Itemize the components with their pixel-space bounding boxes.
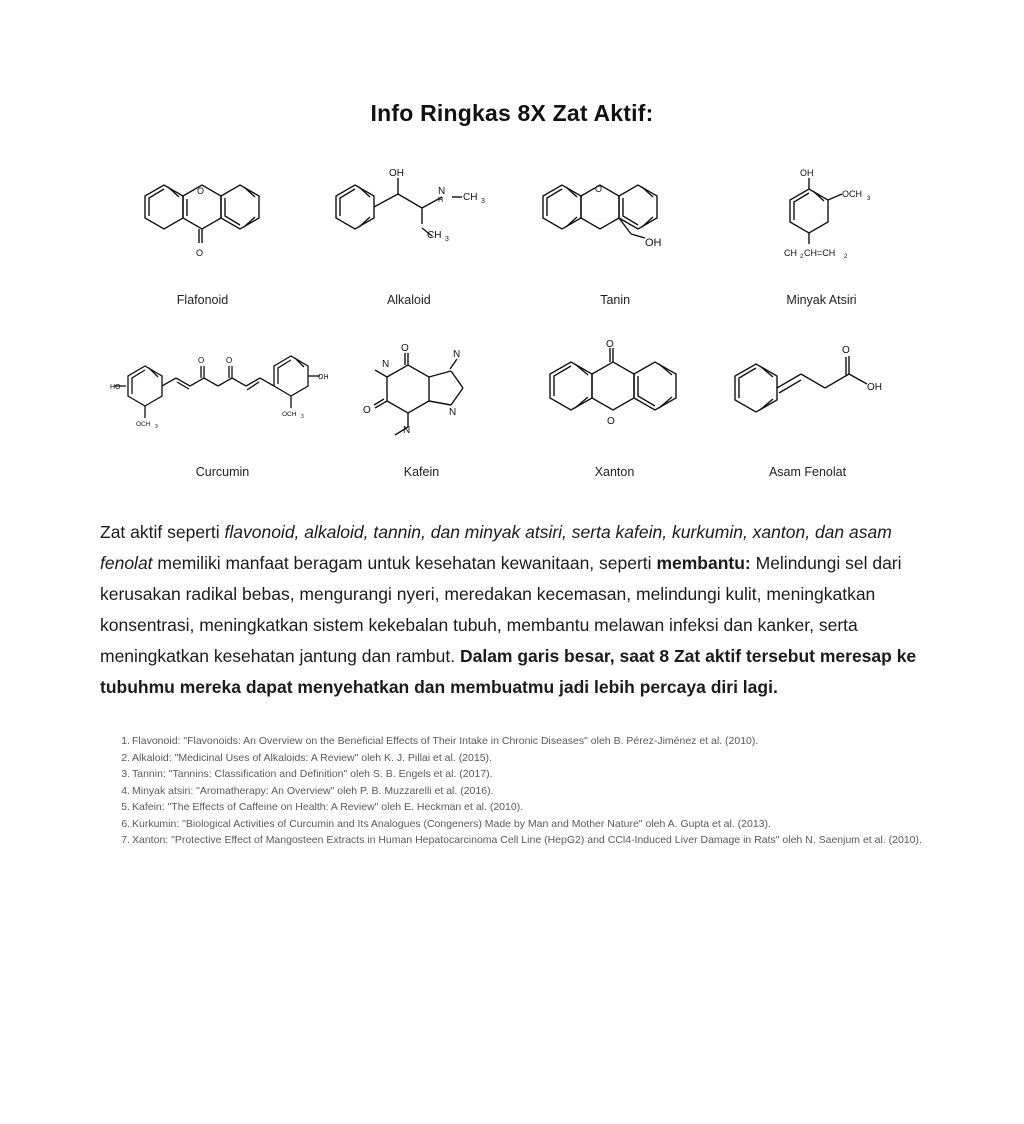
reference-item — [112, 766, 942, 783]
reference-text: Kafein: "The Effects of Caffeine on Health: A Review" oleh E. Heckman et al. (2010). — [132, 801, 524, 813]
phenolic-acid-structure-icon — [725, 333, 890, 453]
tannin-structure-icon — [533, 161, 698, 281]
structure-caption: Minyak Atsiri — [786, 293, 857, 307]
alkaloid-structure-icon — [326, 161, 491, 281]
svg-text:O: O — [198, 356, 205, 365]
svg-text:OCH: OCH — [136, 421, 151, 428]
reference-number: 5. — [121, 801, 130, 813]
svg-text:O: O — [196, 186, 204, 196]
svg-text:N: N — [381, 359, 389, 370]
structure-caption: Kafein — [403, 465, 440, 479]
svg-text:N: N — [438, 186, 446, 197]
reference-number: 3. — [121, 768, 130, 780]
structure-cell-curcumin — [110, 333, 329, 479]
svg-text:O: O — [400, 343, 409, 354]
svg-text:N: N — [402, 425, 410, 436]
reference-item — [112, 816, 942, 833]
structure-row-2 — [100, 333, 924, 479]
essential-oil-structure-icon — [756, 161, 886, 281]
svg-text:OH: OH — [318, 374, 329, 381]
reference-text: Alkaloid: "Medicinal Uses of Alkaloids: A Review" oleh K. J. Pillai et al. (2015). — [132, 751, 492, 764]
reference-number: 2. — [121, 751, 130, 764]
reference-text: Minyak atsiri: "Aromatherapy: An Overview" oleh P. B. Muzzarelli et al. (2016). — [132, 784, 494, 797]
reference-text: Tannin: "Tannins: Classification and Definition" oleh S. B. Engels et al. (2017). — [132, 768, 493, 780]
svg-text:OCH: OCH — [842, 189, 863, 199]
svg-text:OH: OH — [867, 382, 882, 393]
svg-text:N: N — [452, 349, 460, 360]
svg-text:O: O — [606, 339, 614, 350]
svg-text:2: 2 — [844, 254, 848, 260]
svg-text:3: 3 — [301, 414, 304, 420]
svg-text:OH: OH — [389, 168, 405, 179]
svg-text:O: O — [362, 405, 371, 416]
svg-text:H: H — [438, 197, 444, 204]
structure-grid — [0, 161, 1024, 479]
reference-number: 7. — [121, 834, 130, 846]
page-title: Info Ringkas 8X Zat Aktif: — [370, 100, 654, 126]
body-paragraph — [100, 517, 924, 703]
svg-text:CH=CH: CH=CH — [804, 248, 836, 258]
structure-cell-phenolic-acid — [711, 333, 904, 479]
paragraph-part-3: memiliki manfaat beragam untuk kesehatan kewanitaan, seperti — [152, 553, 657, 573]
svg-text:O: O — [842, 345, 850, 356]
reference-number: 1. — [121, 735, 130, 747]
svg-text:2: 2 — [800, 254, 804, 260]
reference-number: 4. — [121, 784, 130, 797]
curcumin-structure-icon — [110, 333, 335, 453]
flavone-structure-icon — [133, 161, 273, 281]
svg-text:O: O — [594, 184, 602, 194]
xanthone-structure-icon — [532, 333, 697, 453]
svg-text:CH: CH — [427, 230, 442, 241]
svg-text:3: 3 — [155, 424, 158, 430]
svg-text:OH: OH — [644, 237, 662, 249]
svg-text:N: N — [448, 407, 456, 418]
svg-text:CH: CH — [463, 192, 478, 203]
reference-text: Flavonoid: "Flavonoids: An Overview on the Beneficial Effects of Their Intake in Chronic Diseases" oleh B. Pérez-Jiménez et al. (2010). — [132, 735, 759, 747]
svg-text:3: 3 — [445, 236, 450, 243]
reference-item — [112, 832, 942, 849]
reference-text: Xanton: "Protective Effect of Mangosteen Extracts in Human Hepatocarcinoma Cell Line (HepG2) and CCl4-Induced Liver Damage in Rats" oleh N. Saenjum et al. (2010). — [132, 834, 922, 846]
structure-row-1 — [100, 161, 924, 307]
structure-cell-flavonoid — [100, 161, 305, 307]
structure-caption: Tanin — [600, 293, 631, 307]
reference-item — [112, 799, 942, 816]
structure-cell-essential-oil — [719, 161, 924, 307]
structure-caption: Curcumin — [195, 465, 250, 479]
reference-text: Kurkumin: "Biological Activities of Curcumin and Its Analogues (Congeners) Made by Man and Mother Nature" oleh A. Gupta et al. (2013). — [132, 817, 771, 830]
svg-text:OH: OH — [800, 168, 814, 178]
reference-list — [112, 733, 942, 849]
paragraph-italic-compounds: flavonoid, alkaloid, tannin, dan minyak atsiri, serta kafein, kurkumin, xanton, dan asam fenolat — [100, 522, 892, 573]
svg-text:3: 3 — [481, 198, 486, 205]
structure-caption: Flafonoid — [176, 293, 229, 307]
structure-cell-tannin — [513, 161, 718, 307]
svg-text:HO: HO — [110, 384, 121, 391]
reference-item — [112, 733, 942, 750]
svg-text:OCH: OCH — [282, 411, 297, 418]
structure-caption: Asam Fenolat — [768, 465, 847, 479]
svg-text:O: O — [195, 248, 203, 258]
structure-caption: Alkaloid — [386, 293, 431, 307]
svg-text:O: O — [607, 416, 615, 427]
paragraph-part-1: Zat aktif seperti — [100, 522, 225, 542]
reference-number: 6. — [121, 817, 130, 830]
svg-text:O: O — [226, 356, 233, 365]
reference-item — [112, 783, 942, 800]
structure-caption: Xanton — [594, 465, 635, 479]
svg-text:CH: CH — [784, 248, 798, 258]
paragraph-bold-membantu: membantu: — [656, 553, 751, 573]
caffeine-structure-icon — [357, 333, 487, 453]
structure-cell-caffeine — [325, 333, 518, 479]
structure-cell-xanthone — [518, 333, 711, 479]
paragraph-bold-conclusion: Dalam garis besar, saat 8 Zat aktif tersebut meresap ke tubuhmu mereka dapat menyehatkan dan membuatmu jadi lebih percaya diri lagi. — [100, 646, 917, 697]
structure-cell-alkaloid — [306, 161, 511, 307]
document-page — [0, 100, 1024, 1124]
paragraph-part-5: Melindungi sel dari kerusakan radikal bebas, mengurangi nyeri, meredakan kecemasan, melindungi kulit, meningkatkan konsentrasi, meningkatkan sistem kekebalan tubuh, membantu melawan infeksi dan kanker, serta meningkatkan kesehatan jantung dan rambut. — [100, 553, 902, 666]
reference-item — [112, 750, 942, 767]
svg-text:3: 3 — [867, 196, 871, 202]
